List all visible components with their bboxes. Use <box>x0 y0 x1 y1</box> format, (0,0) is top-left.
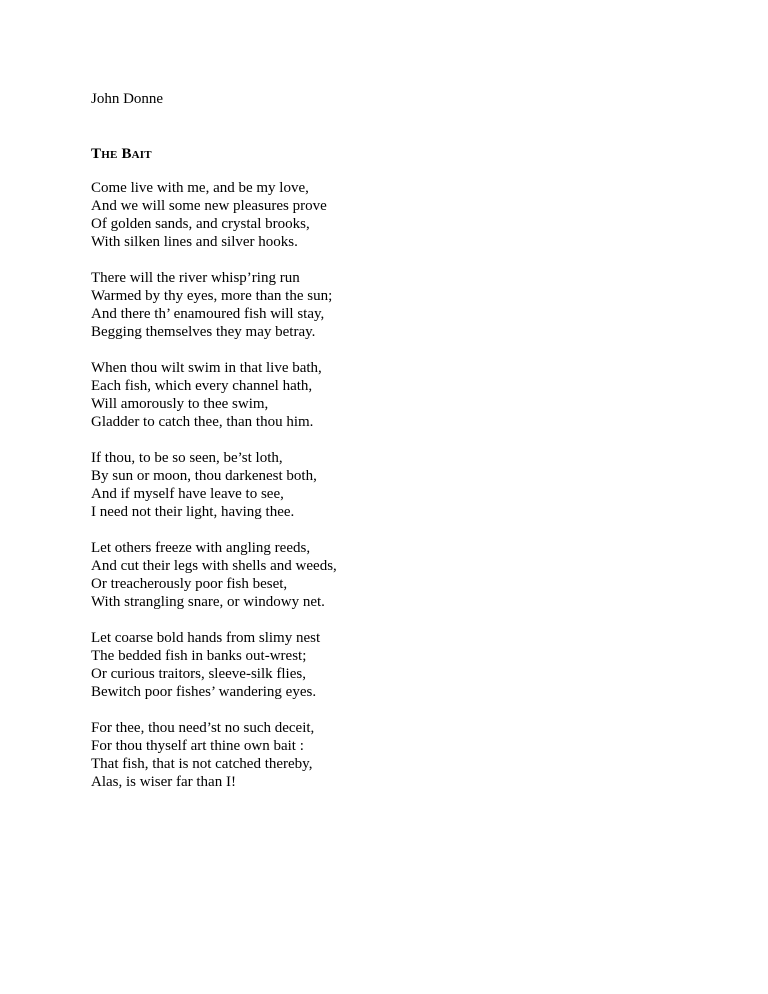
poem-line: Gladder to catch thee, than thou him. <box>91 414 314 430</box>
stanza-7 <box>91 719 337 791</box>
poem-line: By sun or moon, thou darkenest both, <box>91 468 317 484</box>
stanza-3 <box>91 359 337 431</box>
poem-line: When thou wilt swim in that live bath, <box>91 360 322 376</box>
poem-line: With silken lines and silver hooks. <box>91 234 298 250</box>
poem-line: For thee, thou need’st no such deceit, <box>91 720 315 736</box>
poem-line: Alas, is wiser far than I! <box>91 774 236 790</box>
poem-line: I need not their light, having thee. <box>91 504 295 520</box>
poem-line: Of golden sands, and crystal brooks, <box>91 216 310 232</box>
poem-line: Or curious traitors, sleeve-silk flies, <box>91 666 306 682</box>
stanza-2 <box>91 269 337 341</box>
poem-line: That fish, that is not catched thereby, <box>91 756 313 772</box>
poem-line: With strangling snare, or windowy net. <box>91 594 325 610</box>
poem-line: And we will some new pleasures prove <box>91 198 327 214</box>
stanza-5 <box>91 539 337 611</box>
poem-line: And cut their legs with shells and weeds, <box>91 558 337 574</box>
poem-line: Or treacherously poor fish beset, <box>91 576 288 592</box>
poem-line: Begging themselves they may betray. <box>91 324 316 340</box>
poem-line: Come live with me, and be my love, <box>91 180 309 196</box>
author-name: John Donne <box>91 91 164 107</box>
poem-title: The Bait <box>91 146 152 162</box>
poem-body <box>91 179 337 809</box>
poem-line: Warmed by thy eyes, more than the sun; <box>91 288 333 304</box>
poem-line: Bewitch poor fishes’ wandering eyes. <box>91 684 317 700</box>
poem-line: Let coarse bold hands from slimy nest <box>91 630 321 646</box>
stanza-4 <box>91 449 337 521</box>
poem-line: And if myself have leave to see, <box>91 486 284 502</box>
poem-line: Let others freeze with angling reeds, <box>91 540 311 556</box>
poem-line: The bedded fish in banks out-wrest; <box>91 648 307 664</box>
poem-line: Each fish, which every channel hath, <box>91 378 313 394</box>
stanza-1 <box>91 179 337 251</box>
poem-line: For thou thyself art thine own bait : <box>91 738 304 754</box>
poem-line: Will amorously to thee swim, <box>91 396 269 412</box>
poem-line: If thou, to be so seen, be’st loth, <box>91 450 283 466</box>
poem-line: And there th’ enamoured fish will stay, <box>91 306 325 322</box>
poem-line: There will the river whisp’ring run <box>91 270 300 286</box>
stanza-6 <box>91 629 337 701</box>
